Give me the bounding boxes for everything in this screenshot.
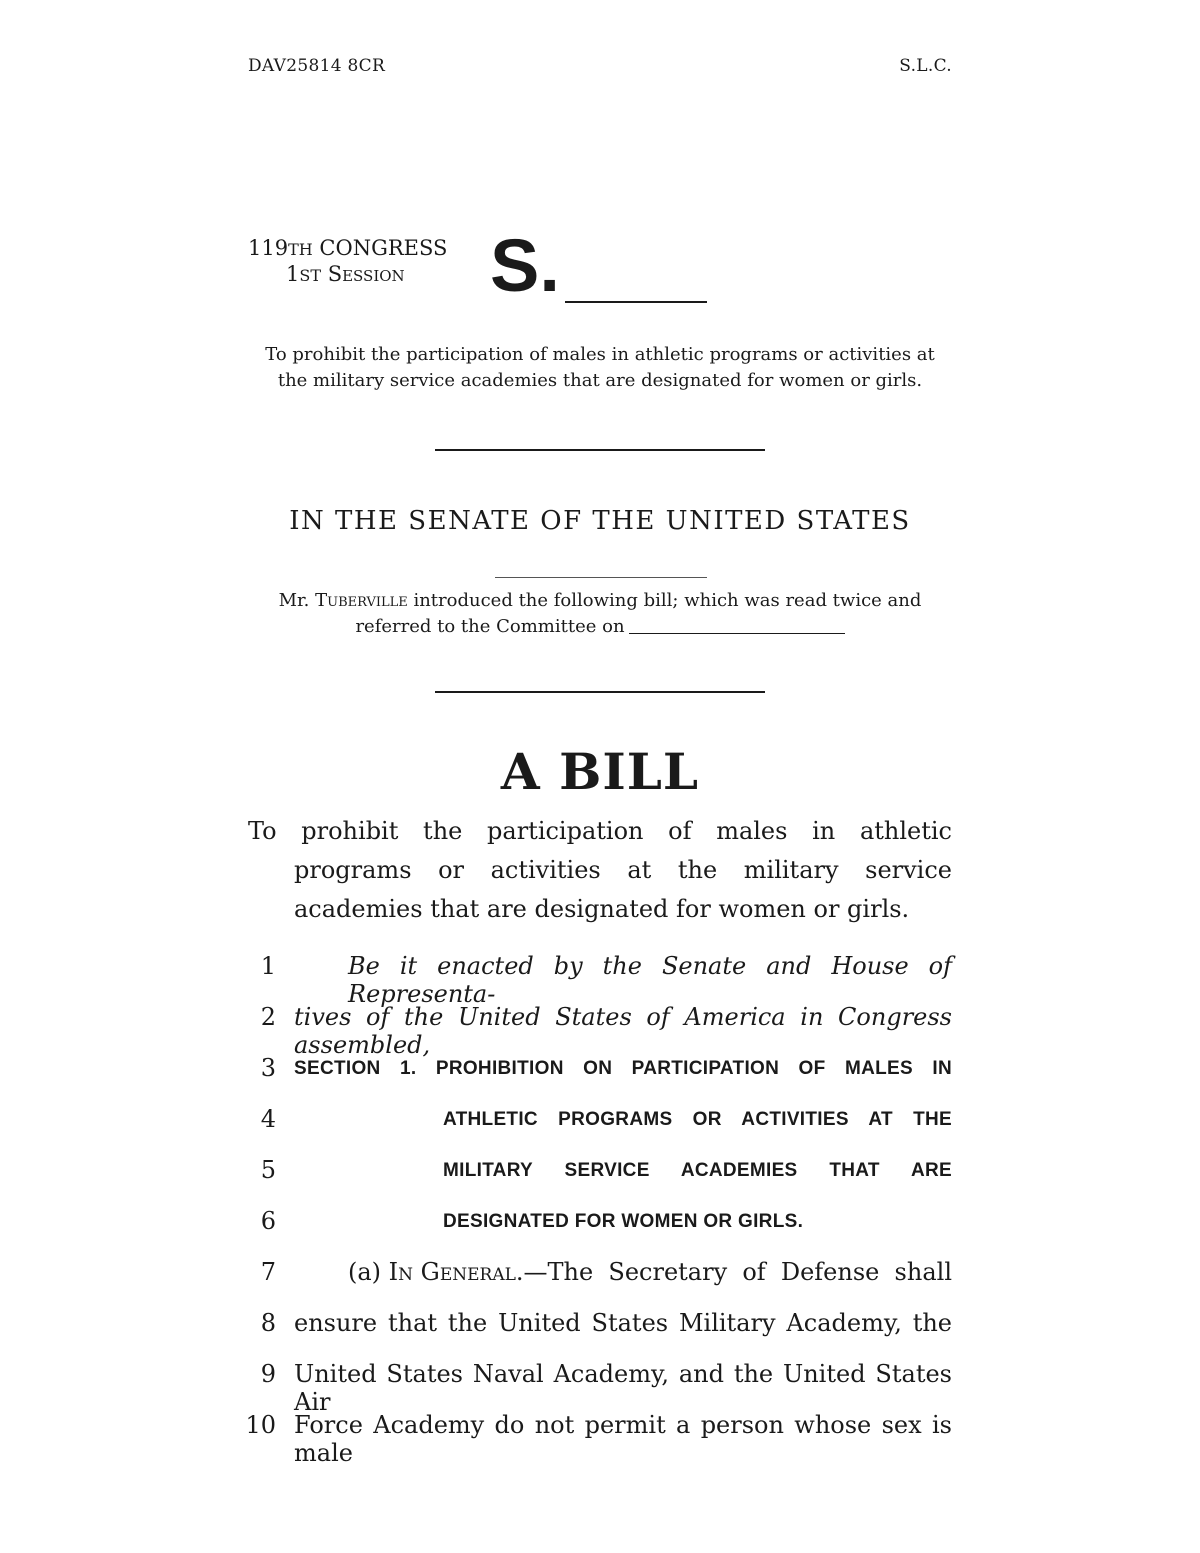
section-heading-line: DESIGNATED FOR WOMEN OR GIRLS. <box>443 1211 804 1232</box>
subsection-line: (a) In General .—The Secretary of Defense shall <box>348 1258 952 1286</box>
document-id: DAV25814 8CR <box>248 56 386 76</box>
divider-rule <box>435 691 765 693</box>
line-number: 4 <box>260 1105 276 1133</box>
bill-prefix: S. <box>490 224 560 307</box>
line-number: 8 <box>260 1309 276 1337</box>
sponsor-name: Tuberville <box>315 590 408 611</box>
session-line: 1ST Session <box>286 262 405 286</box>
bill-number-blank <box>565 301 707 303</box>
committee-blank <box>629 633 845 634</box>
congress-line: 119TH CONGRESS <box>248 236 448 260</box>
section-heading-line: MILITARY SERVICE ACADEMIES THAT ARE <box>443 1160 952 1181</box>
office-code: S.L.C. <box>899 56 952 76</box>
divider-rule <box>435 449 765 451</box>
section-heading-line: ATHLETIC PROGRAMS OR ACTIVITIES AT THE <box>443 1109 952 1130</box>
bill-line: United States Naval Academy, and the United States Air <box>294 1360 952 1416</box>
line-number: 6 <box>260 1207 276 1235</box>
congress-session-block <box>248 236 447 288</box>
bill-line: Be it enacted by the Senate and House of Representa- <box>348 952 952 1008</box>
bill-line: tives of the United States of America in Congress assembled, <box>294 1003 952 1059</box>
line-number: 10 <box>245 1411 276 1439</box>
line-number: 9 <box>260 1360 276 1388</box>
chamber-heading: IN THE SENATE OF THE UNITED STATES <box>289 506 911 536</box>
divider-rule-short <box>495 577 707 578</box>
line-number: 2 <box>260 1003 276 1031</box>
introduction-statement: Mr. Tuberville introduced the following bill; which was read twice and referred to the Committee on <box>278 590 922 637</box>
subsection-caption: In General <box>388 1258 516 1286</box>
bill-summary: To prohibit the participation of males in athletic programs or activities at the military service academies that are designated for women or girls. <box>265 344 935 391</box>
bill-line: ensure that the United States Military Academy, the <box>294 1309 952 1337</box>
line-number: 1 <box>260 952 276 980</box>
section-heading-line: SECTION 1. PROHIBITION ON PARTICIPATION OF MALES IN <box>294 1058 952 1079</box>
bill-heading: A BILL <box>500 742 700 801</box>
long-title: To prohibit the participation of males in athletic programs or activities at the military service academies that are designated for women or girls. <box>248 817 952 923</box>
line-number: 3 <box>260 1054 276 1082</box>
line-number: 7 <box>260 1258 276 1286</box>
bill-line: Force Academy do not permit a person whose sex is male <box>294 1411 952 1467</box>
line-number: 5 <box>260 1156 276 1184</box>
